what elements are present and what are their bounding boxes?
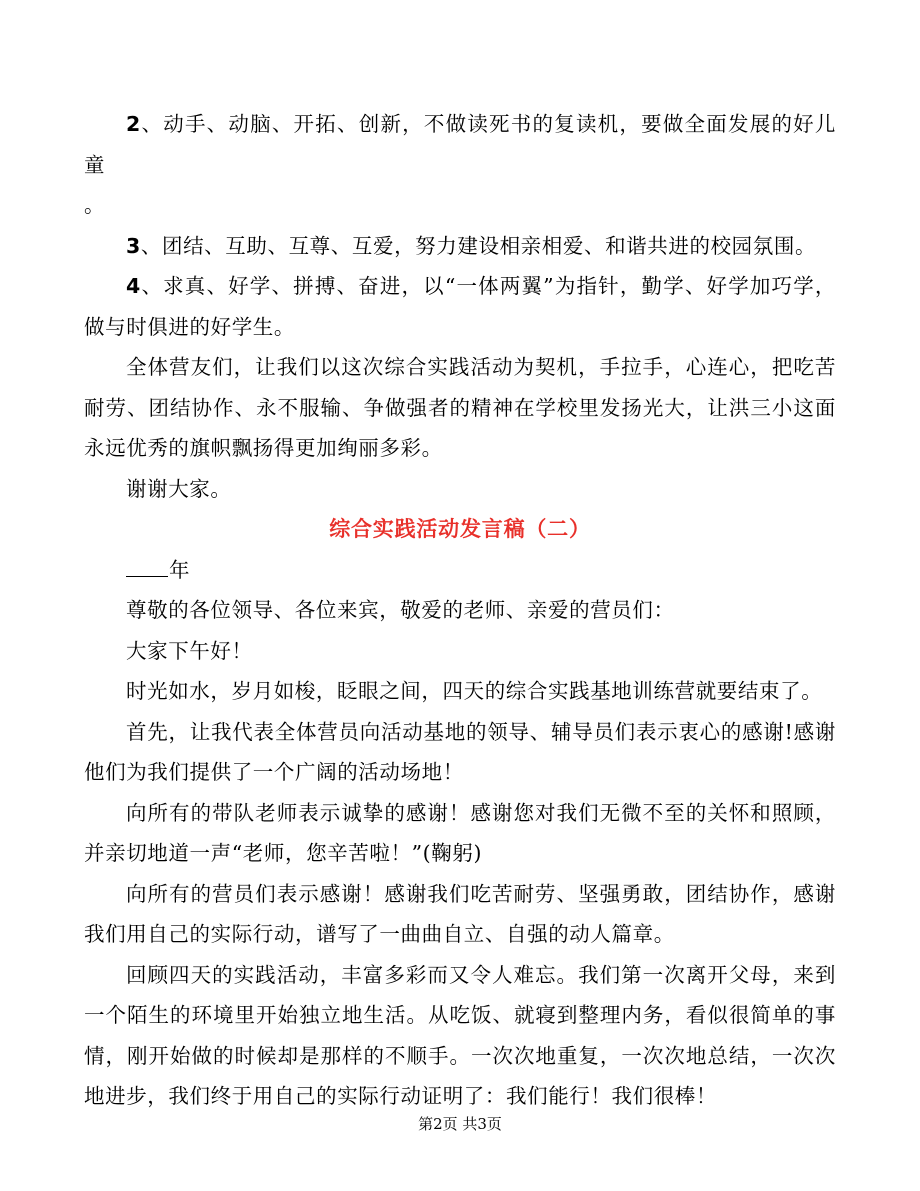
paragraph-text: 、团结、互助、互尊、互爱，努力建设相亲相爱、和谐共进的校园氛围。 [140,233,817,258]
paragraph-item-4 [84,266,836,347]
list-number: 2 [126,112,141,136]
paragraph-greeting [84,590,836,631]
year-line [84,550,836,591]
paragraph-hello [84,631,836,672]
year-blank [126,558,168,577]
paragraph-text: 。 [84,193,106,217]
paragraph-text: 、求真、好学、拼搏、奋进，以“一体两翼”为指针，勤学、好学加巧学，做与时俱进的好学生。 [84,274,836,339]
paragraph-item-2 [84,104,836,185]
paragraph-text: 谢谢大家。 [126,476,232,501]
section-title: 综合实践活动发言稿（二） [329,516,591,541]
paragraph-thanks [84,469,836,510]
paragraph-text: 全体营友们，让我们以这次综合实践活动为契机，手拉手，心连心，把吃苦耐劳、团结协作、永不服输、争做强者的精神在学校里发扬光大，让洪三小这面永远优秀的旗帜飘扬得更加绚丽多彩。 [84,355,836,460]
paragraph-text: 首先，让我代表全体营员向活动基地的领导、辅导员们表示衷心的感谢!感谢他们为我们提供了一个广阔的活动场地！ [84,719,836,784]
document-body [84,104,836,1117]
paragraph-text: 时光如水，岁月如梭，眨眼之间，四天的综合实践基地训练营就要结束了。 [126,679,823,703]
paragraph-text: 尊敬的各位领导、各位来宾，敬爱的老师、亲爱的营员们： [126,598,675,622]
paragraph-text: 向所有的营员们表示感谢！感谢我们吃苦耐劳、坚强勇敢，团结协作，感谢我们用自己的实际行动，谱写了一曲曲自立、自强的动人篇章。 [84,881,836,946]
paragraph-teacher-thanks [84,793,836,874]
year-suffix: 年 [169,557,191,582]
paragraph-first-thanks [84,712,836,793]
paragraph-continuation [84,185,836,226]
paragraph-text: 大家下午好！ [126,638,253,663]
paragraph-text: 回顾四天的实践活动，丰富多彩而又令人难忘。我们第一次离开父母，来到一个陌生的环境里开始独立地生活。从吃饭、就寝到整理内务，看似很简单的事情，刚开始做的时候却是那样的不顺手。一次次地重复，一次次地总结，一次次地进步，我们终于用自己的实际行动证明了：我们能行！我们很棒！ [84,962,836,1108]
paragraph-time [84,671,836,712]
paragraph-item-3 [84,226,836,267]
page-footer: 第2页 共3页 [418,1115,502,1133]
paragraph-text: 向所有的带队老师表示诚挚的感谢！感谢您对我们无微不至的关怀和照顾，并亲切地道一声“老师，您辛苦啦！”(鞠躬) [84,800,836,865]
paragraph-text: 、动手、动脑、开拓、创新，不做读死书的复读机，要做全面发展的好儿童 [84,112,836,177]
paragraph-review [84,955,836,1117]
paragraph-closing [84,347,836,469]
list-number: 3 [126,233,141,258]
list-number: 4 [126,274,141,298]
paragraph-member-thanks [84,874,836,955]
